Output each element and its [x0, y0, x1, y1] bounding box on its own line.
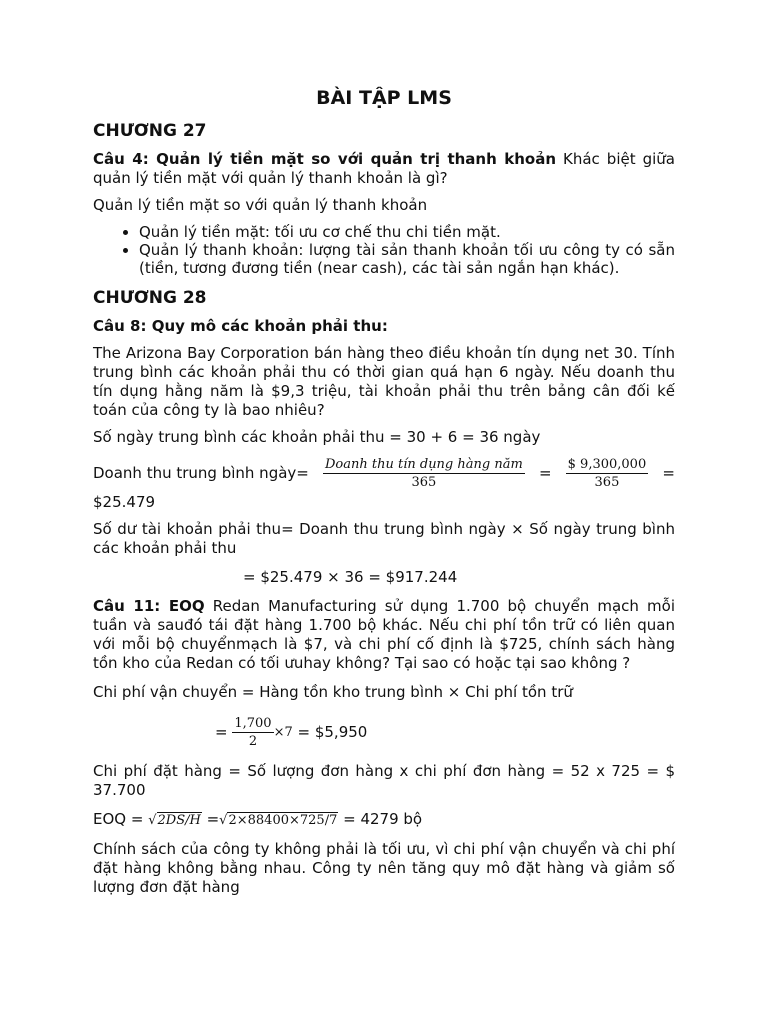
question-4-text: Khác biệt giữa quản lý tiền mặt với quản lý thanh khoản là gì?: [93, 150, 675, 187]
avg-revenue-label: Doanh thu trung bình ngày=: [93, 464, 309, 482]
question-11-title: Câu 11: EOQ: [93, 597, 205, 615]
fraction-numerator: Doanh thu tín dụng hàng năm: [325, 456, 523, 472]
document-body: [93, 86, 675, 897]
eoq-formula: [93, 810, 675, 830]
equals-sign: =: [538, 464, 552, 482]
question-4: [93, 150, 675, 188]
answer-4-list: [93, 223, 675, 277]
fraction-denominator: 365: [594, 474, 620, 490]
answer-4-bullet: • Quản lý thanh khoản: lượng tài sản thanh khoản tối ưu công ty có sẵn (tiền, tương đương tiền (near cash), các tài sản ngắn hạn khác).: [139, 241, 675, 277]
fraction-denominator: 365: [411, 474, 437, 490]
ordering-cost-line: Chi phí đặt hàng = Số lượng đơn hàng x chi phí đơn hàng = 52 x 725 = $ 37.700: [93, 762, 675, 799]
question-4-title: Câu 4: Quản lý tiền mặt so với quản trị thanh khoản: [93, 150, 557, 168]
days-receivable-line: Số ngày trung bình các khoản phải thu = 30 + 6 = 36 ngày: [93, 428, 541, 446]
carrying-eq-prefix: =: [215, 723, 233, 741]
document-title: BÀI TẬP LMS: [316, 87, 452, 109]
receivable-balance-text: Số dư tài khoản phải thu= Doanh thu trung bình ngày × Số ngày trung bình các khoản phải thu: [93, 520, 675, 557]
avg-revenue-formula: [93, 453, 675, 493]
conclusion-text: Chính sách của công ty không phải là tối ưu, vì chi phí vận chuyển và chi phí đặt hàng không bằng nhau. Công ty nên tăng quy mô đặt hàng và giảm số lượng đơn đặt hàng: [93, 840, 675, 896]
question-8-heading: [93, 317, 675, 336]
carrying-cost-formula: [93, 712, 675, 752]
chapter-28-heading: CHƯƠNG 28: [93, 288, 207, 308]
question-11-text: Redan Manufacturing sử dụng 1.700 bộ chuyển mạch mỗi tuần và sauđó tái đặt hàng 1.700 bộ khác. Nếu chi phí tồn trữ có liên quan với mỗi bộ chuyểnmạch là $7, và chi phí cố định là $725, chính sách hàng tồn kho của Redan có tối ưuhay không? Tại sao có hoặc tại sao không ?: [93, 597, 675, 672]
answer-4-intro: Quản lý tiền mặt so với quản lý thanh khoản: [93, 196, 428, 214]
avg-revenue-result: $25.479: [93, 493, 156, 511]
question-8-text: The Arizona Bay Corporation bán hàng theo điều khoản tín dụng net 30. Tính trung bình các khoản phải thu có thời gian quá hạn 6 ngày. Nếu doanh thu tín dụng hằng năm là $9,3 triệu, tài khoản phải thu trên bảng cân đối kế toán của công ty là bao nhiêu?: [93, 344, 675, 419]
receivable-balance-result: = $25.479 × 36 = $917.244: [243, 568, 458, 586]
fraction-average-inventory: [232, 716, 273, 749]
fraction-denominator: 2: [248, 733, 258, 749]
fraction-numerator: 1,700: [234, 715, 272, 731]
chapter-27-heading: CHƯƠNG 27: [93, 121, 207, 141]
sqrt-formula: √2DS/H: [148, 813, 201, 828]
question-11: [93, 597, 675, 673]
question-8-title: Câu 8: Quy mô các khoản phải thu:: [93, 317, 388, 335]
fraction-annual-credit-sales: [323, 457, 525, 490]
sqrt-radicand: 2×88400×725/7: [228, 813, 338, 828]
eoq-equals: =: [201, 810, 220, 828]
equals-sign: =: [662, 464, 675, 482]
answer-4-bullet: • Quản lý tiền mặt: tối ưu cơ chế thu chi tiền mặt.: [139, 223, 675, 241]
eoq-prefix: EOQ =: [93, 810, 149, 828]
sqrt-radicand: 2DS/H: [157, 813, 201, 828]
carrying-multiplier: ×7: [273, 724, 293, 740]
eoq-result: = 4279 bộ: [338, 810, 423, 828]
carrying-cost-result: = $5,950: [292, 723, 368, 741]
carrying-cost-line: Chi phí vận chuyển = Hàng tồn kho trung bình × Chi phí tồn trữ: [93, 683, 573, 701]
fraction-numerator: $ 9,300,000: [567, 456, 647, 472]
sqrt-values: √2×88400×725/7: [219, 813, 338, 828]
fraction-sales-value: [566, 457, 649, 490]
